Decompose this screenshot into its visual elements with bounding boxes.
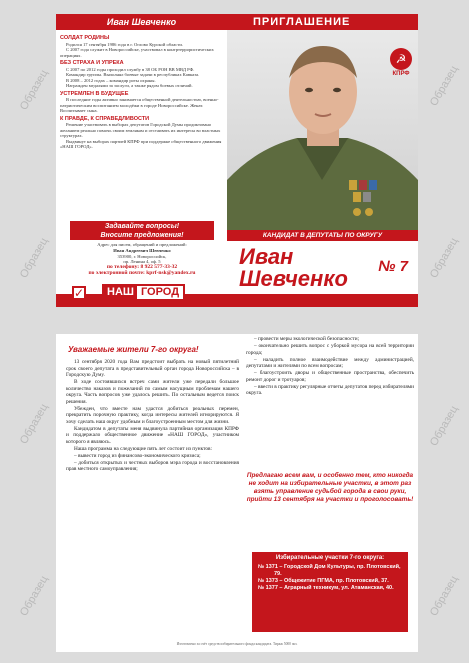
watermark: Образец: [427, 235, 461, 281]
leaflet-front: [56, 14, 418, 307]
hammer-sickle-icon: ☭: [390, 48, 412, 70]
watermark: Образец: [17, 235, 51, 281]
contact-line: 353900, г. Новороссийск,: [117, 253, 167, 259]
appeal-paragraph: – окончательно решить вопрос с уборкой мусора на всей территории города;: [246, 343, 414, 356]
appeal-paragraph: – вывести город из финансово-экономического кризиса;: [74, 452, 201, 459]
appeal-paragraph: – ввести в практику регулярные отчеты депутатов перед избирателями округа.: [246, 383, 414, 396]
checkmark-icon: ✓: [74, 286, 85, 300]
voting-invitation: Предлагаю всем вам, и особенно тем, кто никогда не ходит на избирательные участки, в этот раз взять управление судьбой города в свои руки, прийти 13 сентября на участки и проголосовать!: [246, 472, 414, 503]
biography: [60, 33, 224, 150]
watermark: Образец: [427, 63, 461, 109]
brand-part-b: ГОРОД: [140, 286, 180, 298]
call-line: Задавайте вопросы!: [104, 223, 180, 230]
appeal-paragraph: Наша программа на следующие пять лет состоит из пунктов:: [74, 445, 212, 452]
candidate-first-name: Иван: [239, 244, 294, 269]
contact-line: Иван Андреевич Шевченко: [113, 247, 171, 253]
bio-text: Командир группы. Выполнял боевые задачи в республиках Кавказа.: [66, 72, 200, 77]
bio-heading: К ПРАВДЕ, К СПРАВЕДЛИВОСТИ: [60, 115, 150, 122]
appeal-paragraph: Кандидатом в депутаты меня выдвинула партийная организация КПРФ и поддержало общественное движение «НАШ ГОРОД», участником которого я являюсь.: [66, 425, 239, 445]
leaflet-back: [56, 334, 418, 652]
appeal-title: Уважаемые жители 7-го округа!: [68, 345, 199, 354]
bio-text: В последние годы активно занимается общественной деятельностью, военно-патриотическим воспитанием молодёжи в городе Новороссийске. Женат. Воспитывает сына.: [60, 97, 219, 113]
watermark: Образец: [17, 573, 51, 619]
candidate-line: КАНДИДАТ В ДЕПУТАТЫ ПО ОКРУГУ: [227, 230, 418, 241]
watermark: Образец: [17, 401, 51, 447]
kprf-logo: [388, 48, 414, 77]
watermark: Образец: [427, 403, 461, 449]
contacts: [62, 242, 222, 277]
appeal-paragraph: – добиться открытых и честных выборов мэра города и восстановления прав местного самоуправления;: [66, 459, 239, 472]
appeal-paragraph: – наладить полное взаимодействие между администрацией, депутатами и жителями по всем вопросам;: [246, 356, 414, 369]
appeal-paragraph: – благоустроить дворы и общественные пространства, обеспечить ремонт дорог и тротуаров;: [246, 370, 414, 383]
appeal-right-column: [246, 336, 414, 397]
polling-station: № 1371 – Городской Дом Культуры, пр. Плотовский, 79.: [258, 564, 401, 577]
watermark: Образец: [17, 67, 51, 113]
polls-heading: Избирательные участки 7-го округа:: [275, 555, 385, 561]
name-header: Иван Шевченко: [56, 14, 227, 30]
district-number: № 7: [378, 258, 408, 275]
bio-text: С 2007 года служит в Новороссийске, участвовал в контртеррористических операциях.: [60, 47, 214, 58]
call-line: Вносите предложения!: [100, 232, 184, 239]
nash-gorod-logo: [102, 284, 185, 301]
contact-email: по электронной почте: kprf-nsk@yandex.ru: [88, 269, 196, 276]
bio-text: Родился 17 сентября 1986 года в г. Оглово Курской области.: [66, 41, 183, 47]
bio-text: В 2008 – 2012 годах – командир роты охраны.: [66, 77, 156, 83]
candidate-last-name: Шевченко: [239, 266, 348, 291]
bio-heading: УСТРЕМЛЕН В БУДУЩЕЕ: [60, 90, 129, 97]
imprint-footer: Изготовлено за счёт средств избирательного фонда кандидата. Тираж 5000 экз.: [176, 642, 298, 646]
contact-phone: по телефону: 8 922 577-33-32: [106, 264, 178, 271]
brand-part-a: НАШ: [104, 286, 137, 299]
bio-text: Награжден медалями за заслуги, а также рядом боевых отличий.: [66, 83, 193, 88]
polling-station: № 1373 – Общежитие ПГМА, пр. Плотовский, 37.: [258, 578, 389, 584]
bio-heading: СОЛДАТ РОДИНЫ: [60, 35, 110, 41]
contact-line: пр. Ленина 4, оф. 5: [123, 259, 161, 265]
polling-stations: [252, 552, 408, 632]
contact-line: Адрес для писем, обращений и предложений:: [97, 242, 187, 247]
bio-heading: БЕЗ СТРАХА И УПРЕКА: [60, 60, 124, 66]
call-to-action: [70, 221, 214, 240]
logo-label: КПРФ: [392, 71, 410, 77]
bio-text: Решение участвовать в выборах депутатов Городской Думы продиктовано желанием реально помочь своим землякам и отстаивать их интересы во властных структурах.: [60, 122, 221, 138]
appeal-paragraph: 13 сентября 2020 года Вам предстоит выбрать на новый пятилетний срок своего депутата в представительный орган города Новороссийска – в Городскую Думу.: [66, 359, 239, 378]
polling-station: № 1377 – Аграрный техникум, ул. Атаманская, 40.: [258, 585, 394, 591]
watermark: Образец: [427, 573, 461, 619]
appeal-paragraph: Убежден, что вместе нам удастся добиться реальных перемен, прекратить порочную практику, когда интересы жителей игнорируются. Я хочу сделать наш округ удобным и благоустроенным местом для жизни.: [66, 405, 239, 425]
candidate-photo: [227, 30, 418, 230]
bio-text: Выдвинут на выборах партией КПРФ при поддержке общественного движения «НАШ ГОРОД».: [60, 138, 222, 149]
appeal-paragraph: – провести меры экологической безопасности;: [254, 336, 360, 342]
invitation-header: ПРИГЛАШЕНИЕ: [227, 14, 418, 30]
appeal-left-column: [66, 359, 239, 473]
appeal-paragraph: В ходе состоявшихся встреч сами жители уже передали большое количество наказов и пожеланий по самым насущным проблемам нашего округа. Часть вопросов уже удалось решить. По остальным ведется поиск решения.: [66, 379, 239, 405]
bio-text: С 2007 по 2012 годы проходил службу в 38 ОБ РОН ВВ МВД РФ.: [66, 66, 195, 72]
